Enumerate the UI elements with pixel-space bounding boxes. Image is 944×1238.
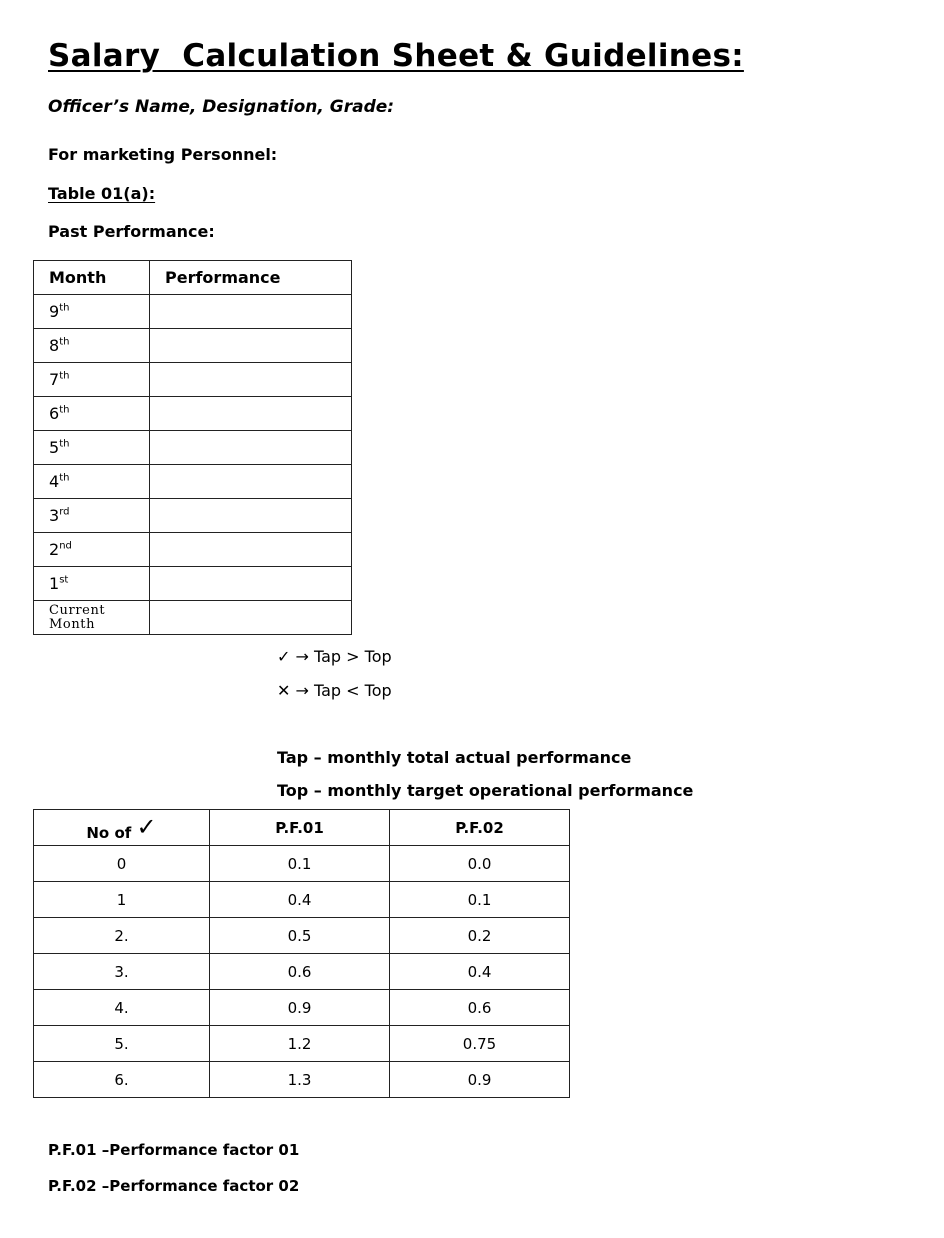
pf01-cell: 1.2	[210, 1026, 390, 1062]
table-row	[34, 882, 570, 918]
performance-cell[interactable]	[150, 601, 352, 635]
month-cell: 7th	[34, 363, 150, 397]
table-row	[34, 954, 570, 990]
performance-cell[interactable]	[150, 499, 352, 533]
arrow-right-icon: →	[295, 681, 309, 700]
month-cell: 1st	[34, 567, 150, 601]
performance-cell[interactable]	[150, 431, 352, 465]
legend-check-line: ✓ → Tap > Top	[277, 647, 392, 666]
pf02-header: P.F.02	[390, 810, 570, 846]
pf02-cell: 0.2	[390, 918, 570, 954]
count-cell: 1	[34, 882, 210, 918]
check-icon: ✓	[136, 813, 157, 841]
performance-cell[interactable]	[150, 329, 352, 363]
pf02-footnote: P.F.02 –Performance factor 02	[48, 1177, 300, 1195]
month-cell: 3rd	[34, 499, 150, 533]
performance-cell[interactable]	[150, 567, 352, 601]
table-row	[34, 329, 352, 363]
month-header: Month	[34, 261, 150, 295]
pf02-cell: 0.1	[390, 882, 570, 918]
pf01-cell: 0.5	[210, 918, 390, 954]
count-cell: 3.	[34, 954, 210, 990]
arrow-right-icon: →	[295, 647, 309, 666]
table-row	[34, 397, 352, 431]
performance-cell[interactable]	[150, 533, 352, 567]
pf01-cell: 0.6	[210, 954, 390, 990]
count-cell: 2.	[34, 918, 210, 954]
count-cell: 5.	[34, 1026, 210, 1062]
current-month-cell: Current Month	[34, 601, 150, 635]
tap-definition: Tap – monthly total actual performance	[277, 748, 632, 767]
performance-cell[interactable]	[150, 465, 352, 499]
check-icon: ✓	[277, 647, 291, 666]
count-header: No of ✓	[34, 810, 210, 846]
pf02-cell: 0.9	[390, 1062, 570, 1098]
month-cell: 4th	[34, 465, 150, 499]
performance-cell[interactable]	[150, 397, 352, 431]
cross-icon: ✕	[277, 681, 291, 700]
table-row	[34, 918, 570, 954]
count-cell: 4.	[34, 990, 210, 1026]
performance-factor-table	[33, 809, 570, 1098]
performance-header: Performance	[150, 261, 352, 295]
table-row	[34, 567, 352, 601]
pf01-cell: 1.3	[210, 1062, 390, 1098]
past-performance-table	[33, 260, 352, 635]
table-row	[34, 533, 352, 567]
past-performance-label: Past Performance:	[48, 222, 215, 241]
table-label: Table 01(a):	[48, 184, 156, 203]
month-cell: 2nd	[34, 533, 150, 567]
table-row	[34, 431, 352, 465]
marketing-personnel-label: For marketing Personnel:	[48, 145, 278, 164]
table-row	[34, 1062, 570, 1098]
pf02-cell: 0.4	[390, 954, 570, 990]
pf01-footnote: P.F.01 –Performance factor 01	[48, 1141, 300, 1159]
count-cell: 0	[34, 846, 210, 882]
month-cell: 6th	[34, 397, 150, 431]
top-definition: Top – monthly target operational performance	[277, 781, 694, 800]
table-header-row	[34, 261, 352, 295]
table-row	[34, 499, 352, 533]
legend-cross-line: ✕ → Tap < Top	[277, 681, 392, 700]
pf02-cell: 0.75	[390, 1026, 570, 1062]
table-row	[34, 363, 352, 397]
table-header-row	[34, 810, 570, 846]
month-cell: 9th	[34, 295, 150, 329]
pf02-cell: 0.0	[390, 846, 570, 882]
table-row	[34, 295, 352, 329]
table-row	[34, 846, 570, 882]
month-cell: 5th	[34, 431, 150, 465]
count-cell: 6.	[34, 1062, 210, 1098]
performance-cell[interactable]	[150, 295, 352, 329]
table-row	[34, 990, 570, 1026]
pf01-header: P.F.01	[210, 810, 390, 846]
table-row	[34, 1026, 570, 1062]
table-row	[34, 465, 352, 499]
pf01-cell: 0.4	[210, 882, 390, 918]
performance-cell[interactable]	[150, 363, 352, 397]
table-row-current-month	[34, 601, 352, 635]
pf02-cell: 0.6	[390, 990, 570, 1026]
page-title: Salary Calculation Sheet & Guidelines:	[48, 38, 744, 74]
officer-details-label: Officer’s Name, Designation, Grade:	[48, 97, 395, 117]
month-cell: 8th	[34, 329, 150, 363]
pf01-cell: 0.1	[210, 846, 390, 882]
pf01-cell: 0.9	[210, 990, 390, 1026]
